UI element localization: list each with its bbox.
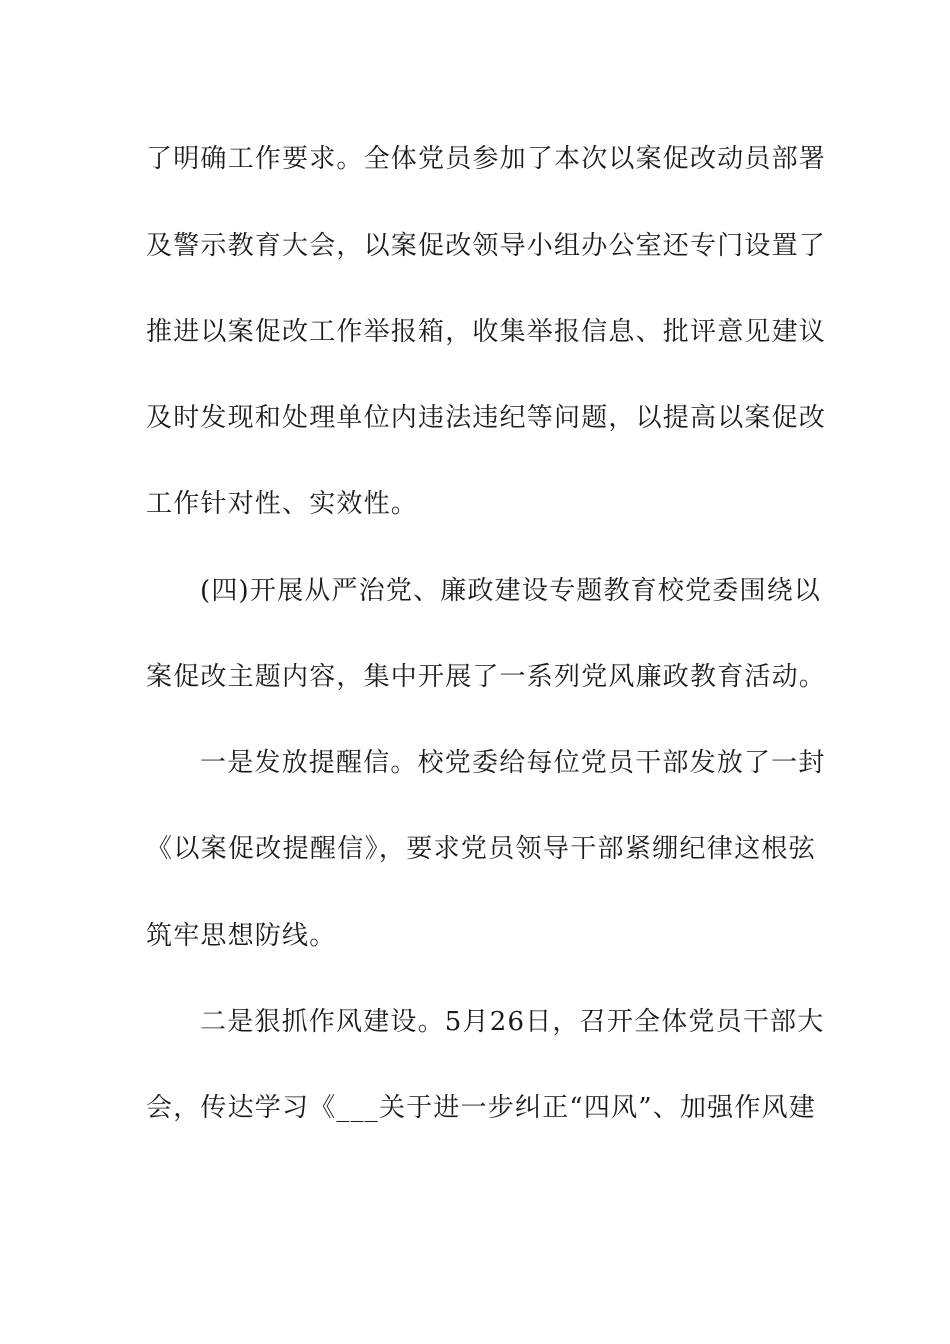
text-line: 会，传达学习《___关于进一步纠正“四风”、加强作风建: [146, 1093, 816, 1123]
text-line: 一是发放提醒信。校党委给每位党员干部发放了一封: [200, 748, 826, 778]
text-line: 工作针对性、实效性。: [146, 489, 419, 519]
text-line: 推进以案促改工作举报箱，收集举报信息、批评意见建议: [146, 317, 827, 347]
text-line: 《以案促改提醒信》，要求党员领导干部紧绷纪律这根弦: [146, 834, 816, 864]
text-line: 二是狠抓作风建设。5月26日，召开全体党员干部大: [200, 1007, 825, 1037]
paragraph-heading: (四)开展从严治党、廉政建设专题教育校党委围绕以: [200, 576, 822, 606]
text-line: 及警示教育大会，以案促改领导小组办公室还专门设置了: [146, 231, 827, 261]
text-line: 及时发现和处理单位内违法违纪等问题，以提高以案促改: [146, 403, 827, 433]
text-line: 了明确工作要求。全体党员参加了本次以案促改动员部署: [146, 144, 827, 174]
text-line: 筑牢思想防线。: [146, 921, 337, 951]
text-line: 案促改主题内容，集中开展了一系列党风廉政教育活动。: [146, 662, 827, 692]
